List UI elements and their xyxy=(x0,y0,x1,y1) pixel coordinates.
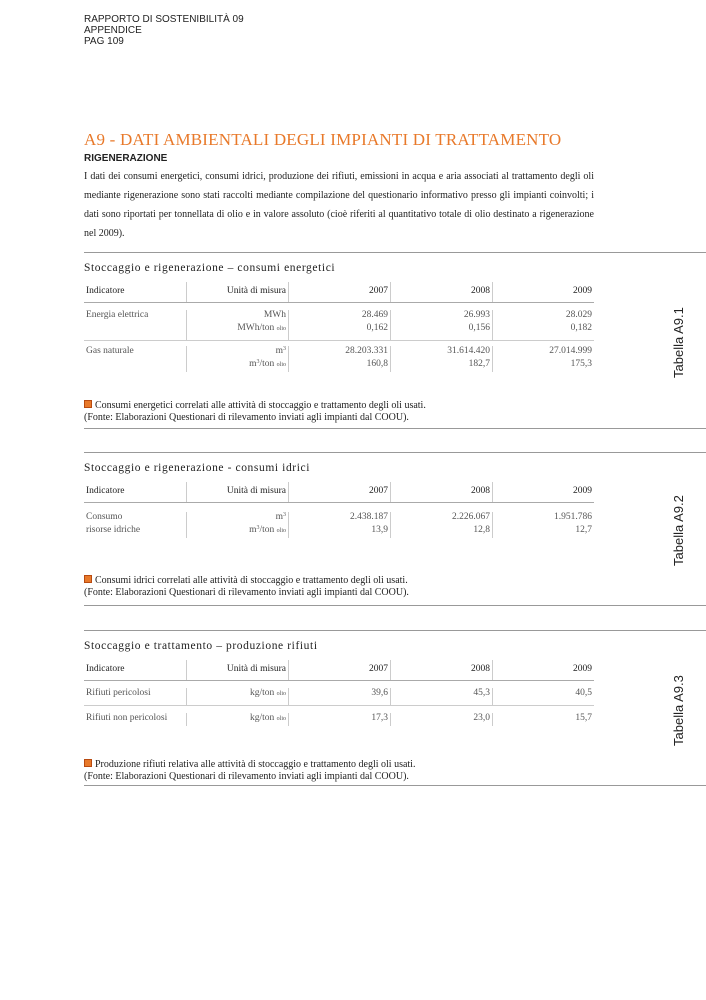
table-a9-1-section xyxy=(84,252,706,432)
table-title: Stoccaggio e trattamento – produzione rifiuti xyxy=(84,640,318,652)
value-2009: 0,182 xyxy=(493,323,595,341)
table-header-row xyxy=(84,660,594,681)
row-indicator: risorse idriche xyxy=(84,525,187,538)
table-row xyxy=(84,525,594,538)
unit-subscript: olio xyxy=(276,716,286,722)
data-table xyxy=(84,660,594,726)
value-2007: 39,6 xyxy=(289,688,391,706)
row-unit: $m^3$/ton olio xyxy=(187,525,289,538)
data-table xyxy=(84,482,594,538)
unit-superscript: 3 xyxy=(256,359,260,365)
table-a9-3-section xyxy=(84,630,706,790)
value-2008: 23,0 xyxy=(391,713,493,726)
value-2008: 45,3 xyxy=(391,688,493,706)
value-2007: 160,8 xyxy=(289,359,391,372)
divider xyxy=(84,452,706,453)
row-indicator xyxy=(84,323,187,341)
table-row xyxy=(84,359,594,372)
page-number: PAG 109 xyxy=(84,36,124,47)
header-2007: 2007 xyxy=(289,482,391,503)
table-note: Consumi energetici correlati alle attività di stoccaggio e trattamento degli oli usati. (Fonte: Elaborazioni Questionari di rilevamento inviati agli impianti dal COOU). xyxy=(84,400,426,423)
row-unit: MWh/ton olio xyxy=(187,323,289,341)
table-row xyxy=(84,503,594,513)
table-row xyxy=(84,688,594,706)
divider xyxy=(84,630,706,631)
table-note: Consumi idrici correlati alle attività di stoccaggio e trattamento degli oli usati. (Fonte: Elaborazioni Questionari di rilevamento inviati agli impianti dal COOU). xyxy=(84,575,409,598)
source-text: (Fonte: Elaborazioni Questionari di rilevamento inviati agli impianti dal COOU). xyxy=(84,771,409,782)
table-a9-2-section xyxy=(84,452,706,607)
value-2008: 0,156 xyxy=(391,323,493,341)
value-2009: 175,3 xyxy=(570,359,592,369)
data-table xyxy=(84,282,594,372)
value-2007: 28.469 xyxy=(289,310,391,323)
divider xyxy=(84,428,706,429)
header-2007: 2007 xyxy=(289,282,391,303)
header-unit: Unità di misura xyxy=(187,660,289,681)
divider xyxy=(84,252,706,253)
value-2009: 15,7 xyxy=(575,713,592,723)
header-2008: 2008 xyxy=(391,282,493,303)
page-subtitle: RIGENERAZIONE xyxy=(84,153,168,164)
value-2009: 28.029 xyxy=(565,310,592,320)
header-unit: Unità di misura xyxy=(187,282,289,303)
row-indicator: Consumo xyxy=(84,512,187,525)
table-note: Produzione rifiuti relativa alle attività di stoccaggio e trattamento degli oli usati. (Fonte: Elaborazioni Questionari di rilevamento inviati agli impianti dal COOU). xyxy=(84,759,416,782)
row-indicator: Rifiuti pericolosi xyxy=(84,688,187,706)
row-indicator: Energia elettrica xyxy=(84,310,187,323)
unit-superscript: 3 xyxy=(283,512,286,518)
value-2007: 0,162 xyxy=(289,323,391,341)
table-title: Stoccaggio e rigenerazione - consumi idrici xyxy=(84,462,311,474)
unit-subscript: olio xyxy=(276,362,286,368)
row-unit: $m^3$ xyxy=(187,512,289,525)
header-2008: 2008 xyxy=(391,482,493,503)
intro-paragraph: I dati dei consumi energetici, consumi idrici, produzione dei rifiuti, emissioni in acqua e aria associati al trattamento degli oli mediante rigenerazione sono stati raccolti mediante compilazione del questionario informativo presso gli impianti coinvolti; i dati sono riportati per tonnellata di olio e in valore assoluto (cioè riferiti al quantitativo totale di olio destinato a rigenerazione nel 2009). xyxy=(84,171,594,239)
value-2009: 40,5 xyxy=(493,688,595,706)
unit-subscript: olio xyxy=(276,528,286,534)
report-title: RAPPORTO DI SOSTENIBILITÀ 09 xyxy=(84,14,244,25)
value-2007: 2.438.187 xyxy=(289,512,391,525)
header-2009: 2009 xyxy=(493,660,595,681)
table-row xyxy=(84,323,594,341)
row-indicator: Gas naturale xyxy=(84,346,187,359)
table-side-label: Tabella A9.2 xyxy=(671,495,686,566)
table-row xyxy=(84,310,594,323)
table-row xyxy=(84,681,594,689)
row-unit: $m^3$ xyxy=(187,346,289,359)
bullet-icon xyxy=(84,400,92,408)
divider xyxy=(84,605,706,606)
row-unit: MWh xyxy=(187,310,289,323)
table-side-label: Tabella A9.3 xyxy=(671,675,686,746)
unit-subscript: olio xyxy=(276,691,286,697)
value-2009: 27.014.999 xyxy=(549,346,592,356)
row-unit: kg/ton olio xyxy=(187,713,289,726)
table-title: Stoccaggio e rigenerazione – consumi energetici xyxy=(84,262,336,274)
value-2008: 12,8 xyxy=(391,525,493,538)
page-header xyxy=(84,14,244,47)
table-side-label: Tabella A9.1 xyxy=(671,307,686,378)
bullet-icon xyxy=(84,759,92,767)
source-text: (Fonte: Elaborazioni Questionari di rilevamento inviati agli impianti dal COOU). xyxy=(84,587,409,598)
header-2009: 2009 xyxy=(493,282,595,303)
value-2008: 2.226.067 xyxy=(391,512,493,525)
section-label: APPENDICE xyxy=(84,25,142,36)
row-unit: kg/ton olio xyxy=(187,688,289,706)
source-text: (Fonte: Elaborazioni Questionari di rilevamento inviati agli impianti dal COOU). xyxy=(84,412,409,423)
row-indicator: Rifiuti non pericolosi xyxy=(84,713,187,726)
header-indicator: Indicatore xyxy=(84,660,187,681)
table-header-row xyxy=(84,482,594,503)
bullet-icon xyxy=(84,575,92,583)
header-unit: Unità di misura xyxy=(187,482,289,503)
header-2008: 2008 xyxy=(391,660,493,681)
header-indicator: Indicatore xyxy=(84,482,187,503)
value-2008: 31.614.420 xyxy=(391,346,493,359)
value-2009: 1.951.786 xyxy=(554,512,592,522)
unit-superscript: 3 xyxy=(283,346,286,352)
value-2008: 182,7 xyxy=(391,359,493,372)
table-row xyxy=(84,713,594,726)
value-2007: 13,9 xyxy=(289,525,391,538)
unit-superscript: 3 xyxy=(256,525,260,531)
header-2009: 2009 xyxy=(493,482,595,503)
value-2008: 26.993 xyxy=(391,310,493,323)
page-title: A9 - DATI AMBIENTALI DEGLI IMPIANTI DI TRATTAMENTO xyxy=(84,130,562,149)
table-row xyxy=(84,303,594,311)
unit-subscript: olio xyxy=(276,326,286,332)
table-header-row xyxy=(84,282,594,303)
table-row xyxy=(84,706,594,714)
value-2007: 28.203.331 xyxy=(289,346,391,359)
row-unit: $m^3$/ton olio xyxy=(187,359,289,372)
value-2009: 12,7 xyxy=(575,525,592,535)
table-row xyxy=(84,346,594,359)
value-2007: 17,3 xyxy=(289,713,391,726)
header-2007: 2007 xyxy=(289,660,391,681)
row-indicator xyxy=(84,359,187,372)
table-row xyxy=(84,512,594,525)
divider xyxy=(84,785,706,786)
header-indicator: Indicatore xyxy=(84,282,187,303)
